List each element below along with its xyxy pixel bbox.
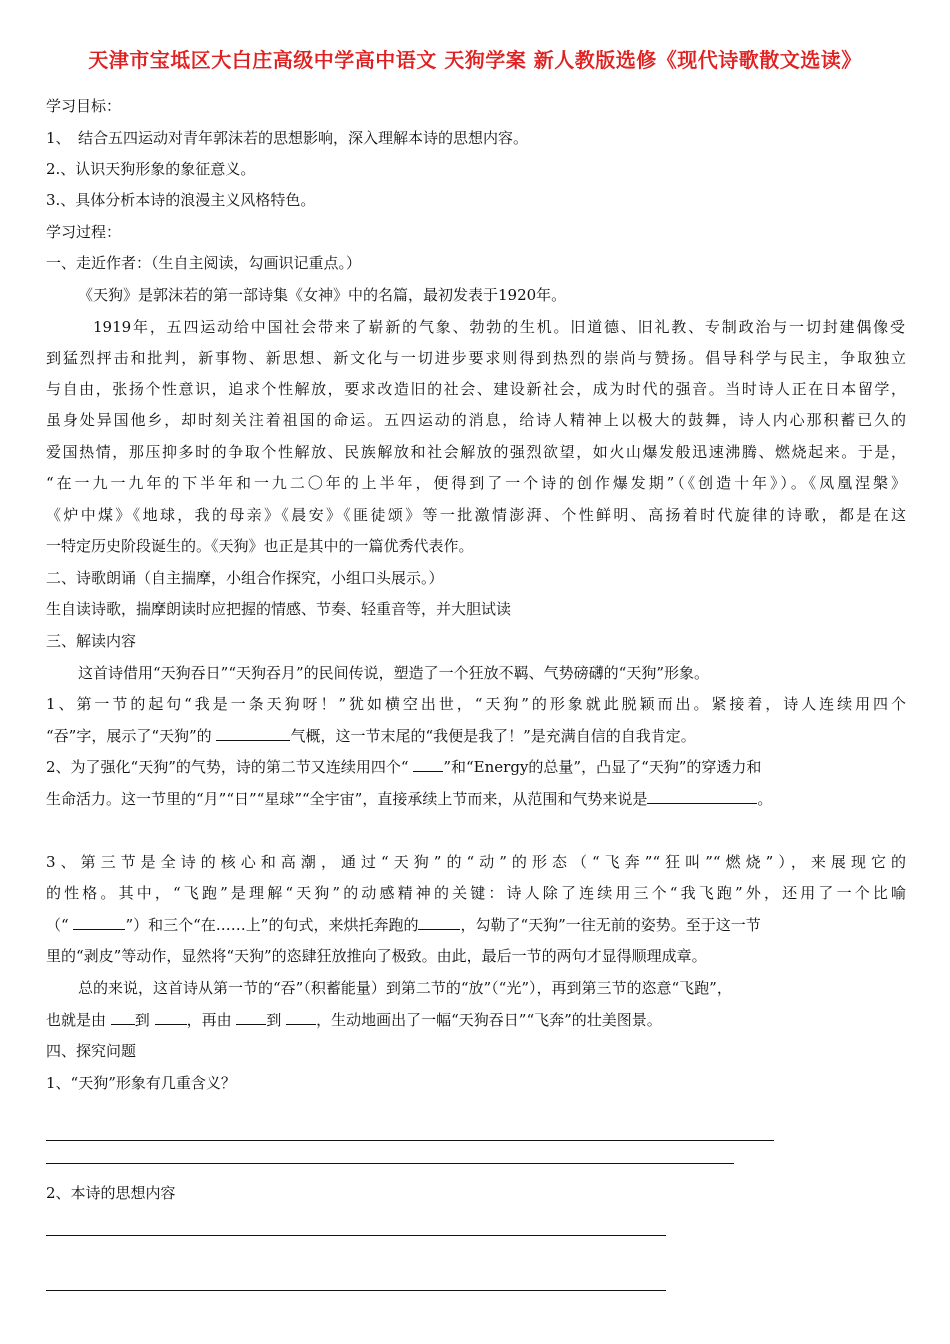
- explore-question-1: 1、“天狗”形象有几重含义？: [46, 1074, 236, 1092]
- question-1-line: “吞”字，展示了“天狗”的 气概，这一节末尾的“我便是我了！”是充满自信的自我肯定。: [46, 727, 696, 745]
- summary-line: 也就是由 到 ，再由 到 ，生动地画出了一幅“天狗吞日”“飞奔”的壮美图景。: [46, 1011, 662, 1029]
- fill-blank[interactable]: [73, 915, 125, 930]
- paragraph-line: 到猛烈抨击和批判，新事物、新思想、新文化与一切进步要求则得到热烈的崇尚与赞扬。倡导科学与民主，争取独立: [46, 349, 906, 367]
- paragraph-line: 一特定历史阶段诞生的。《天狗》也正是其中的一篇优秀代表作。: [46, 537, 474, 555]
- fill-blank[interactable]: [418, 915, 460, 930]
- question-3-line: 3、第三节是全诗的核心和高潮，通过“天狗”的“动”的形态（“飞奔”“狂叫”“燃烧”），来展现它的: [46, 853, 906, 871]
- paragraph-line: 《炉中煤》《地球，我的母亲》《晨安》《匪徒颂》等一批激情澎湃、个性鲜明、高扬着时代旋律的诗歌，都是在这: [46, 506, 906, 524]
- answer-line[interactable]: [46, 1163, 734, 1164]
- section-4-heading: 四、探究问题: [46, 1042, 137, 1060]
- document-title: 天津市宝坻区大白庄高级中学高中语文 天狗学案 新人教版选修《现代诗歌散文选读》: [88, 48, 862, 72]
- goal-item: 3.、具体分析本诗的浪漫主义风格特色。: [46, 191, 316, 209]
- section-2-heading: 二、诗歌朗诵（自主揣摩，小组合作探究，小组口头展示。）: [46, 569, 444, 587]
- goal-item: 1、 结合五四运动对青年郭沫若的思想影响，深入理解本诗的思想内容。: [46, 129, 529, 147]
- question-3-line: （“ ”）和三个“在……上”的句式，来烘托奔跑的 ，勾勒了“天狗”一往无前的姿势。至于这一节: [46, 916, 761, 934]
- paragraph-line: “在一九一九年的下半年和一九二〇年的上半年，便得到了一个诗的创作爆发期”（《创造十年》）。《凤凰涅槃》: [46, 474, 906, 492]
- paragraph-line: 1919年，五四运动给中国社会带来了崭新的气象、勃勃的生机。旧道德、旧礼教、专制政治与一切封建偶像受: [93, 318, 905, 336]
- answer-line[interactable]: [46, 1290, 666, 1291]
- section-1-heading: 一、走近作者：（生自主阅读，勾画识记重点。）: [46, 254, 362, 272]
- question-3-line: 的性格。其中，“飞跑”是理解“天狗”的动感精神的关键：诗人除了连续用三个“我飞跑”外，还用了一个比喻: [46, 884, 906, 902]
- question-3-line: 里的“剥皮”等动作，显然将“天狗”的恣肆狂放推向了极致。由此，最后一节的两句才显得顺理成章。: [46, 947, 707, 965]
- paragraph-line: 爱国热情，那压抑多时的争取个性解放、民族解放和社会解放的强烈欲望，如火山爆发般迅速沸腾、燃烧起来。于是，: [46, 443, 906, 461]
- summary-line: 总的来说，这首诗从第一节的“吞”（积蓄能量）到第二节的“放”（“光”），再到第三节的恣意“飞跑”，: [78, 979, 732, 997]
- section-1-intro: 《天狗》是郭沫若的第一部诗集《女神》中的名篇，最初发表于1920年。: [78, 286, 567, 304]
- answer-line[interactable]: [46, 1235, 666, 1236]
- paragraph-line: 虽身处异国他乡，却时刻关注着祖国的命运。五四运动的消息，给诗人精神上以极大的鼓舞，诗人内心那积蓄已久的: [46, 411, 906, 429]
- process-heading: 学习过程：: [46, 223, 122, 241]
- fill-blank[interactable]: [647, 789, 757, 804]
- fill-blank[interactable]: [216, 726, 290, 741]
- paragraph-line: 与自由，张扬个性意识，追求个性解放，要求改造旧的社会、建设新社会，成为时代的强音。当时诗人正在日本留学，: [46, 380, 906, 398]
- question-2-line: 2、为了强化“天狗”的气势，诗的第二节又连续用四个“ ”和“Energy的总量”，凸显了“天狗”的穿透力和: [46, 758, 762, 776]
- answer-line[interactable]: [46, 1140, 774, 1141]
- fill-blank[interactable]: [155, 1010, 187, 1025]
- section-2-text: 生自读诗歌，揣摩朗读时应把握的情感、节奏、轻重音等，并大胆试读: [46, 600, 512, 618]
- section-3-intro: 这首诗借用“天狗吞日”“天狗吞月”的民间传说，塑造了一个狂放不羁、气势磅礴的“天狗”形象。: [78, 664, 710, 682]
- question-2-line: 生命活力。这一节里的“月”“日”“星球”“全宇宙”，直接承续上节而来，从范围和气势来说是 。: [46, 790, 773, 808]
- fill-blank[interactable]: [286, 1010, 316, 1025]
- fill-blank[interactable]: [111, 1010, 135, 1025]
- section-3-heading: 三、解读内容: [46, 632, 137, 650]
- explore-question-2: 2、本诗的思想内容: [46, 1184, 176, 1202]
- goals-heading: 学习目标：: [46, 97, 122, 115]
- goal-item: 2.、认识天狗形象的象征意义。: [46, 160, 256, 178]
- question-1-line: 1、第一节的起句“我是一条天狗呀！”犹如横空出世，“天狗”的形象就此脱颖而出。紧接着，诗人连续用四个: [46, 695, 906, 713]
- fill-blank[interactable]: [413, 757, 443, 772]
- fill-blank[interactable]: [236, 1010, 266, 1025]
